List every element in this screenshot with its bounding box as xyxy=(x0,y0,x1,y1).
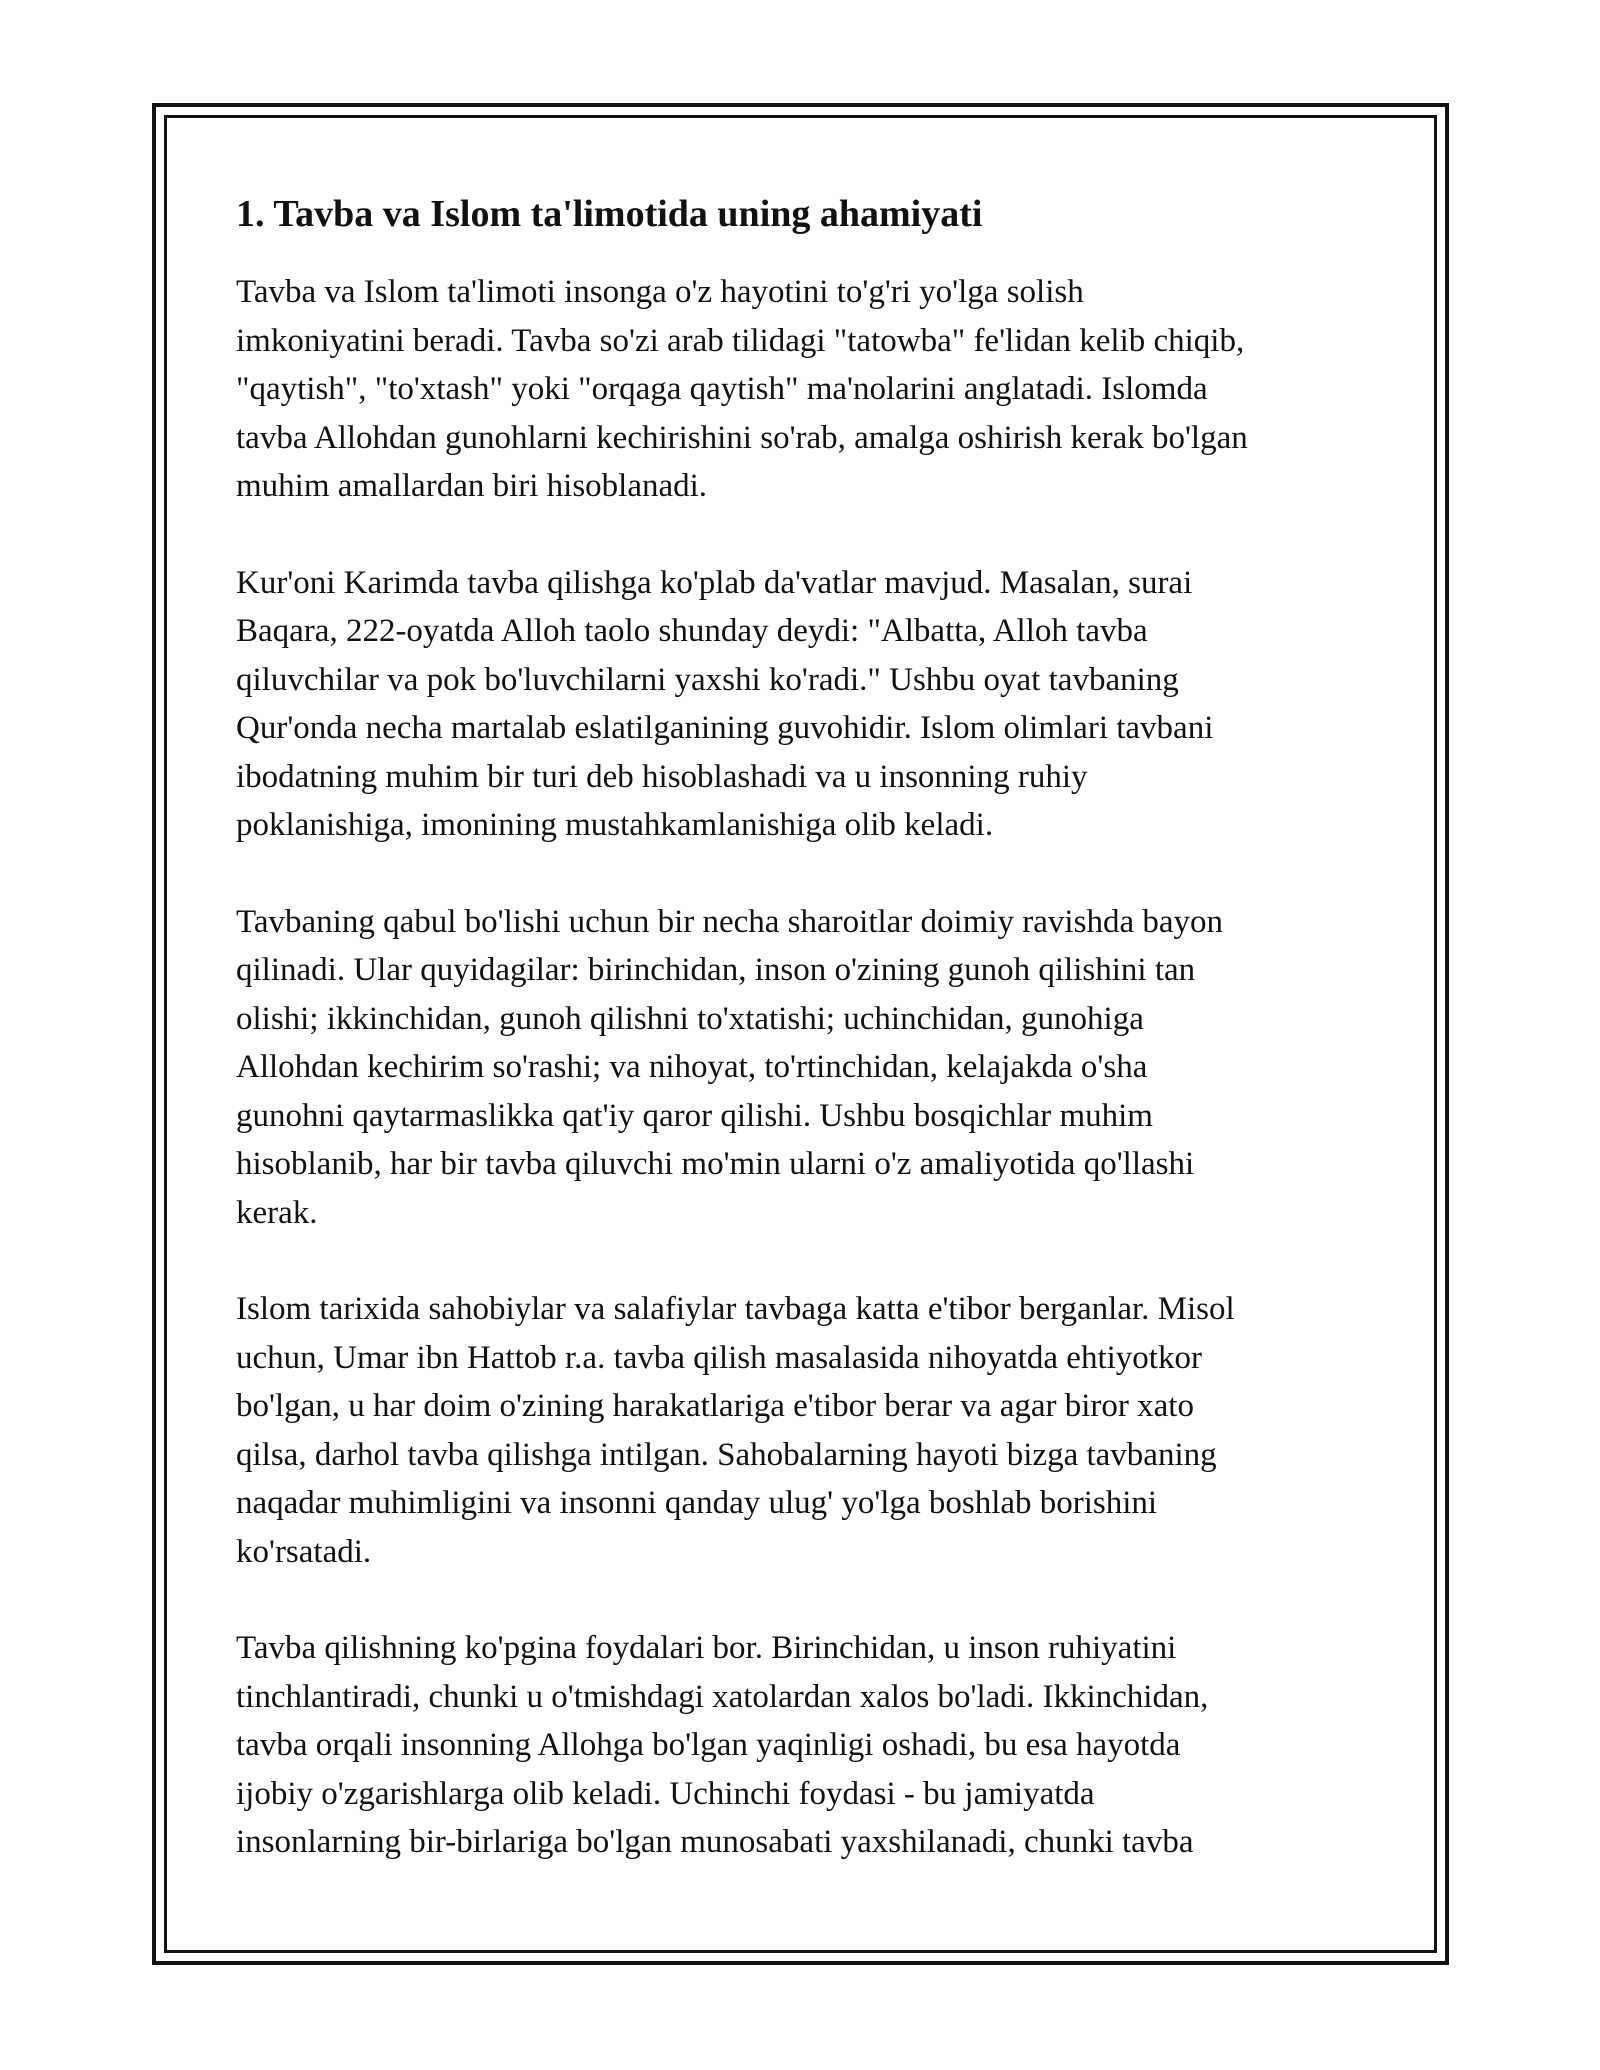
paragraph-line: olishi; ikkinchidan, gunoh qilishni to'xtatishi; uchinchidan, gunohiga xyxy=(236,1000,1144,1037)
paragraph-line: gunohni qaytarmaslikka qat'iy qaror qilishi. Ushbu bosqichlar muhim xyxy=(236,1097,1153,1134)
paragraph-line: qilsa, darhol tavba qilishga intilgan. Sahobalarning hayoti bizga tavbaning xyxy=(236,1436,1217,1473)
paragraph-line: imkoniyatini beradi. Tavba so'zi arab tilidagi "tatowba" fe'lidan kelib chiqib, xyxy=(236,322,1245,359)
paragraph-line: "qaytish", "to'xtash" yoki "orqaga qaytish" ma'nolarini anglatadi. Islomda xyxy=(236,371,1208,407)
paragraph-2 xyxy=(236,559,1376,850)
paragraph-line: tavba Allohdan gunohlarni kechirishini so'rab, amalga oshirish kerak bo'lgan xyxy=(236,419,1248,456)
paragraph-line: Tavbaning qabul bo'lishi uchun bir necha sharoitlar doimiy ravishda bayon xyxy=(236,903,1223,940)
paragraph-line: qiluvchilar va pok bo'luvchilarni yaxshi ko'radi." Ushbu oyat tavbaning xyxy=(236,661,1179,698)
paragraph-line: ijobiy o'zgarishlarga olib keladi. Uchinchi foydasi - bu jamiyatda xyxy=(236,1775,1095,1812)
paragraph-line: muhim amallardan biri hisoblanadi. xyxy=(236,468,708,504)
paragraph-line: Qur'onda necha martalab eslatilganining guvohidir. Islom olimlari tavbani xyxy=(236,710,1214,746)
paragraph-line: Tavba qilishning ko'pgina foydalari bor. Birinchidan, u inson ruhiyatini xyxy=(236,1630,1177,1666)
paragraph-line: Baqara, 222-oyatda Alloh taolo shunday deydi: "Albatta, Alloh tavba xyxy=(236,613,1148,649)
paragraph-1 xyxy=(236,268,1376,511)
paragraph-line: Allohdan kechirim so'rashi; va nihoyat, to'rtinchidan, kelajakda o'sha xyxy=(236,1049,1148,1085)
paragraph-line: insonlarning bir-birlariga bo'lgan munosabati yaxshilanadi, chunki tavba xyxy=(236,1824,1194,1860)
paragraph-line: tavba orqali insonning Allohga bo'lgan yaqinligi oshadi, bu esa hayotda xyxy=(236,1727,1181,1763)
paragraph-line: kerak. xyxy=(236,1194,318,1231)
paragraph-line: poklanishiga, imonining mustahkamlanishiga olib keladi. xyxy=(236,807,994,843)
paragraph-4 xyxy=(236,1285,1376,1576)
paragraph-line: qilinadi. Ular quyidagilar: birinchidan, inson o'zining gunoh qilishini tan xyxy=(236,952,1196,988)
paragraph-line: naqadar muhimligini va insonni qanday ulug' yo'lga boshlab borishini xyxy=(236,1485,1158,1521)
paragraph-line: hisoblanib, har bir tavba qiluvchi mo'min ularni o'z amaliyotida qo'llashi xyxy=(236,1146,1195,1182)
paragraph-line: Islom tarixida sahobiylar va salafiylar tavbaga katta e'tibor berganlar. Misol xyxy=(236,1291,1235,1327)
paragraph-line: Tavba va Islom ta'limoti insonga o'z hayotini to'g'ri yo'lga solish xyxy=(236,274,1084,310)
paragraph-line: bo'lgan, u har doim o'zining harakatlariga e'tibor berar va agar biror xato xyxy=(236,1388,1194,1424)
paragraph-3 xyxy=(236,898,1376,1238)
paragraph-line: ko'rsatadi. xyxy=(236,1533,372,1570)
paragraph-line: ibodatning muhim bir turi deb hisoblashadi va u insonning ruhiy xyxy=(236,758,1088,795)
section-heading: 1. Tavba va Islom ta'limotida uning ahamiyati xyxy=(236,193,983,235)
paragraph-5 xyxy=(236,1624,1376,1867)
document-body xyxy=(236,186,1376,1915)
paragraph-line: uchun, Umar ibn Hattob r.a. tavba qilish masalasida nihoyatda ehtiyotkor xyxy=(236,1339,1202,1376)
paragraph-line: Kur'oni Karimda tavba qilishga ko'plab da'vatlar mavjud. Masalan, surai xyxy=(236,564,1193,601)
paragraph-line: tinchlantiradi, chunki u o'tmishdagi xatolardan xalos bo'ladi. Ikkinchidan, xyxy=(236,1678,1209,1715)
